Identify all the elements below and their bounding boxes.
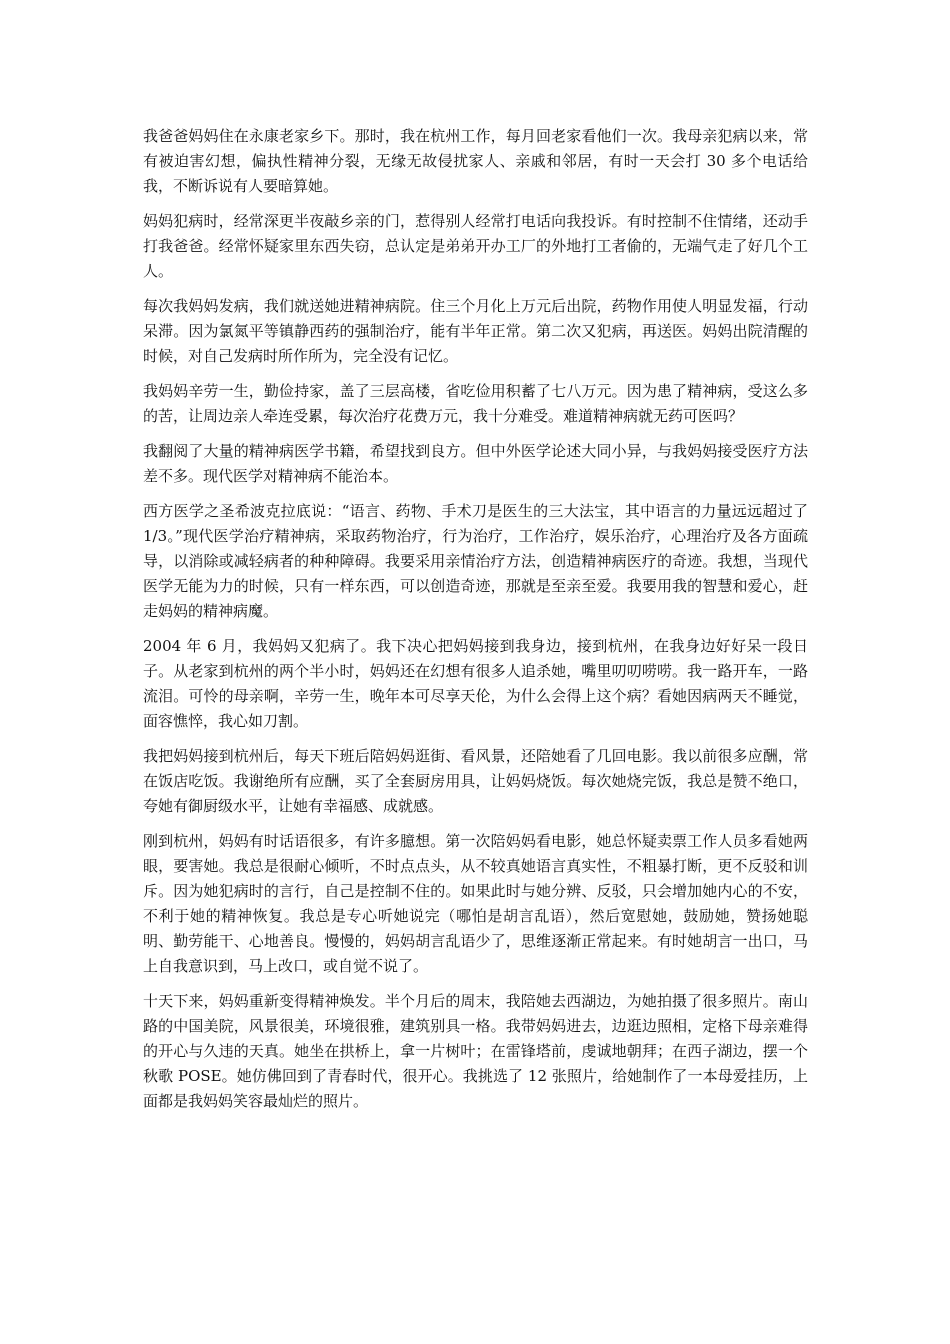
paragraph-3: 每次我妈妈发病，我们就送她进精神病院。住三个月化上万元后出院，药物作用使人明显发福，行动呆滞。因为氯氮平等镇静西药的强制治疗，能有半年正常。第二次又犯病，再送医。妈妈出院清醒的时候，对自己发病时所作所为，完全没有记忆。 xyxy=(143,297,808,365)
paragraph-2: 妈妈犯病时，经常深更半夜敲乡亲的门，惹得别人经常打电话向我投诉。有时控制不住情绪，还动手打我爸爸。经常怀疑家里东西失窃，总认定是弟弟开办工厂的外地打工者偷的，无端气走了好几个工人。 xyxy=(143,212,808,280)
paragraph-10: 十天下来，妈妈重新变得精神焕发。半个月后的周末，我陪她去西湖边，为她拍摄了很多照片。南山路的中国美院，风景很美，环境很雅，建筑别具一格。我带妈妈进去，边逛边照相，定格下母亲难得的开心与久违的天真。她坐在拱桥上，拿一片树叶；在雷锋塔前，虔诚地朝拜；在西子湖边，摆一个秋歌 POSE。她仿佛回到了青春时代，很开心。我挑选了 12 张照片，给她制作了一本母爱挂历，上面都是我妈妈笑容最灿烂的照片。 xyxy=(143,992,808,1110)
paragraph-4: 我妈妈辛劳一生，勤俭持家，盖了三层高楼，省吃俭用积蓄了七八万元。因为患了精神病，受这么多的苦，让周边亲人牵连受累，每次治疗花费万元，我十分难受。难道精神病就无药可医吗？ xyxy=(143,382,808,425)
paragraph-6: 西方医学之圣希波克拉底说：“语言、药物、手术刀是医生的三大法宝，其中语言的力量远远超过了 1/3。”现代医学治疗精神病，采取药物治疗，行为治疗，工作治疗，娱乐治疗，心理治疗及各方面疏导，以消除或减轻病者的种种障碍。我要采用亲情治疗方法，创造精神病医疗的奇迹。我想，当现代医学无能为力的时候，只有一样东西，可以创造奇迹，那就是至亲至爱。我要用我的智慧和爱心，赶走妈妈的精神病魔。 xyxy=(143,502,808,620)
paragraph-8: 我把妈妈接到杭州后，每天下班后陪妈妈逛街、看风景，还陪她看了几回电影。我以前很多应酬，常在饭店吃饭。我谢绝所有应酬，买了全套厨房用具，让妈妈烧饭。每次她烧完饭，我总是赞不绝口，夸她有御厨级水平，让她有幸福感、成就感。 xyxy=(143,747,808,815)
paragraph-7: 2004 年 6 月，我妈妈又犯病了。我下决心把妈妈接到我身边，接到杭州，在我身边好好呆一段日子。从老家到杭州的两个半小时，妈妈还在幻想有很多人追杀她，嘴里叨叨唠唠。我一路开车，一路流泪。可怜的母亲啊，辛劳一生，晚年本可尽享天伦，为什么会得上这个病？看她因病两天不睡觉，面容憔悴，我心如刀割。 xyxy=(143,637,808,730)
document-body xyxy=(143,124,808,1124)
paragraph-1: 我爸爸妈妈住在永康老家乡下。那时，我在杭州工作，每月回老家看他们一次。我母亲犯病以来，常有被迫害幻想，偏执性精神分裂，无缘无故侵扰家人、亲戚和邻居，有时一天会打 30 多个电话给我，不断诉说有人要暗算她。 xyxy=(143,127,808,195)
paragraph-9: 刚到杭州，妈妈有时话语很多，有许多臆想。第一次陪妈妈看电影，她总怀疑卖票工作人员多看她两眼，要害她。我总是很耐心倾听，不时点点头，从不较真她语言真实性，不粗暴打断，更不反驳和训斥。因为她犯病时的言行，自己是控制不住的。如果此时与她分辨、反驳，只会增加她内心的不安，不利于她的精神恢复。我总是专心听她说完（哪怕是胡言乱语），然后宽慰她，鼓励她，赞扬她聪明、勤劳能干、心地善良。慢慢的，妈妈胡言乱语少了，思维逐渐正常起来。有时她胡言一出口，马上自我意识到，马上改口，或自觉不说了。 xyxy=(143,832,808,975)
paragraph-5: 我翻阅了大量的精神病医学书籍，希望找到良方。但中外医学论述大同小异，与我妈妈接受医疗方法差不多。现代医学对精神病不能治本。 xyxy=(143,442,808,485)
